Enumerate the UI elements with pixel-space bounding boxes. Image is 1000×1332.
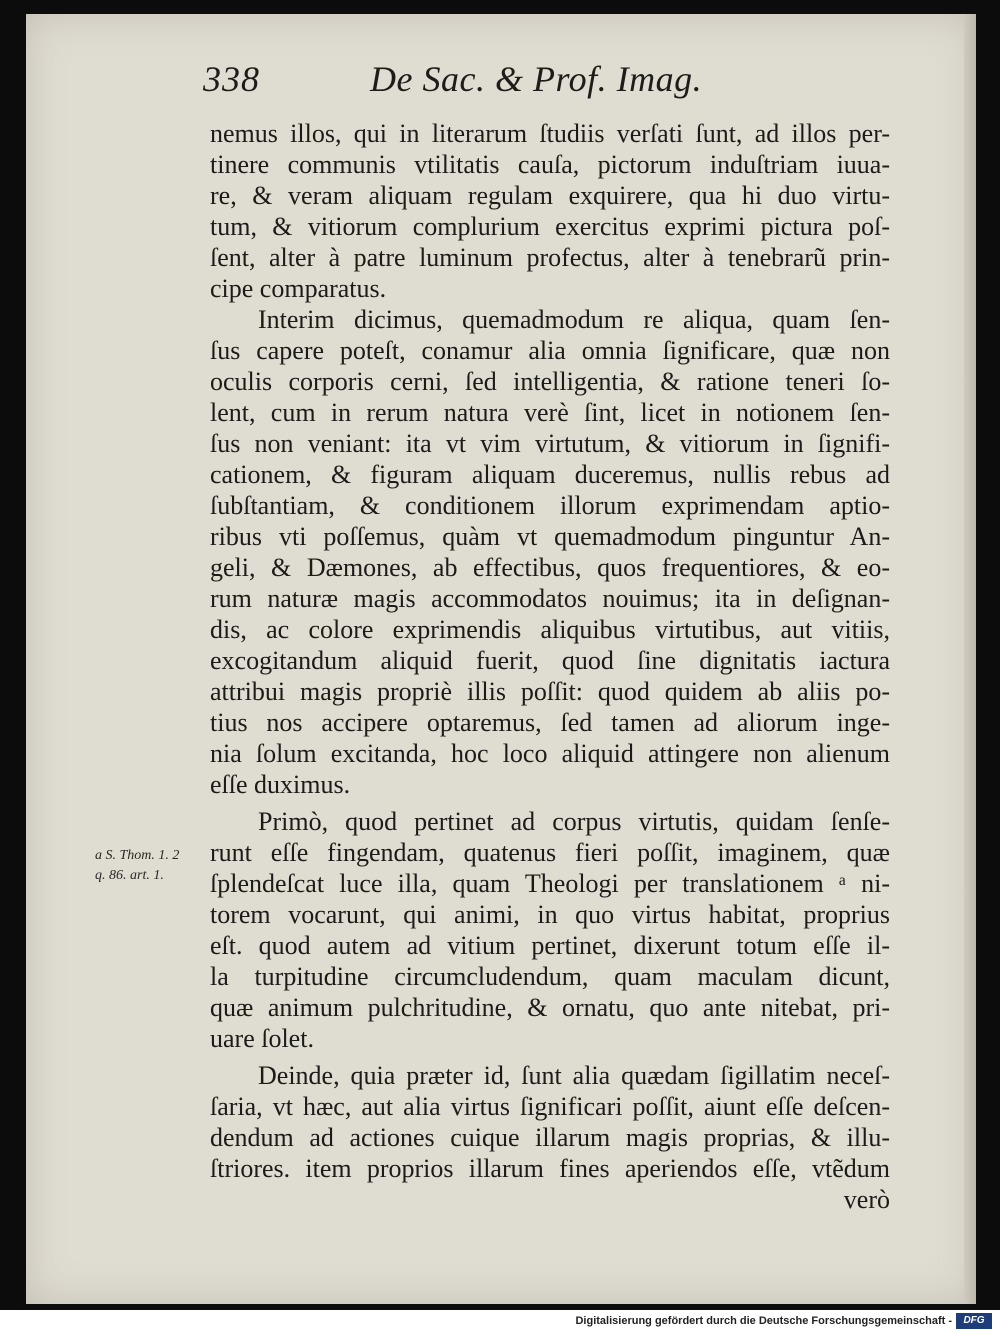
text-line: ſus non veniant: ita vt vim virtutum, & vitiorum in ſignifi-	[210, 429, 890, 458]
running-title: De Sac. & Prof. Imag.	[370, 59, 703, 99]
paragraph-start-line: Deinde, quia præter id, ſunt alia quædam ſigillatim neceſ-	[258, 1061, 890, 1090]
text-line: dis, ac colore exprimendis aliquibus virtutibus, aut vitiis,	[210, 615, 890, 644]
page-header	[0, 58, 1000, 108]
text-line: rum naturæ magis accommodatos nouimus; ita in deſignan-	[210, 584, 890, 613]
text-line: tius nos accipere optaremus, ſed tamen ad aliorum inge-	[210, 708, 890, 737]
footer-credit: Digitalisierung gefördert durch die Deutsche Forschungsgemeinschaft -	[575, 1315, 952, 1327]
text-line: uare ſolet.	[210, 1024, 314, 1053]
text-line: geli, & Dæmones, ab effectibus, quos frequentiores, & eo-	[210, 553, 890, 582]
text-line: ſus capere poteſt, conamur alia omnia ſignificare, quæ non	[210, 336, 890, 365]
text-line: re, & veram aliquam regulam exquirere, qua hi duo virtu-	[210, 181, 890, 210]
text-line: cationem, & figuram aliquam duceremus, nullis rebus ad	[210, 460, 890, 489]
text-line: nemus illos, qui in literarum ſtudiis verſati ſunt, ad illos per-	[210, 119, 890, 148]
text-line: eſt. quod autem ad vitium pertinet, dixerunt totum eſſe il-	[210, 931, 890, 960]
margin-note	[95, 846, 215, 886]
paragraph-start-line: Primò, quod pertinet ad corpus virtutis, quidam ſenſe-	[258, 807, 890, 836]
text-line: ſplendeſcat luce illa, quam Theologi per translationem ᵃ ni-	[210, 869, 890, 898]
text-line: cipe comparatus.	[210, 274, 387, 303]
text-line: quæ animum pulchritudine, & ornatu, quo ante nitebat, pri-	[210, 993, 890, 1022]
text-line: dendum ad actiones cuique illarum magis proprias, & illu-	[210, 1123, 890, 1152]
text-line: torem vocarunt, qui animi, in quo virtus habitat, proprius	[210, 900, 890, 929]
text-line: eſſe duximus.	[210, 770, 351, 799]
dfg-logo: DFG	[956, 1313, 992, 1329]
body-text	[210, 118, 890, 1215]
footer-bar	[0, 1310, 1000, 1332]
text-line: ſtriores. item proprios illarum fines aperiendos eſſe, vtẽdum	[210, 1154, 890, 1183]
page-edge	[964, 14, 976, 1304]
text-line: ſubſtantiam, & conditionem illorum exprimendam aptio-	[210, 491, 890, 520]
text-line: runt eſſe fingendam, quatenus fieri poſſit, imaginem, quæ	[210, 838, 890, 867]
text-line: ſent, alter à patre luminum profectus, alter à tenebrarũ prin-	[210, 243, 890, 272]
text-line: tinere communis vtilitatis cauſa, pictorum induſtriam iuua-	[210, 150, 890, 179]
text-line: excogitandum aliquid fuerit, quod ſine dignitatis iactura	[210, 646, 890, 675]
text-line: oculis corporis cerni, ſed intelligentia, & ratione teneri ſo-	[210, 367, 890, 396]
text-line: lent, cum in rerum natura verè ſint, licet in notionem ſen-	[210, 398, 890, 427]
text-line: ſaria, vt hæc, aut alia virtus ſignificari poſſit, aiunt eſſe deſcen-	[210, 1092, 890, 1121]
paragraph-start-line: Interim dicimus, quemadmodum re aliqua, quam ſen-	[258, 305, 890, 334]
margin-note-line: q. 86. art. 1.	[95, 868, 164, 883]
text-line: ribus vti poſſemus, quàm vt quemadmodum pinguntur An-	[210, 522, 890, 551]
margin-note-line: a S. Thom. 1. 2	[95, 848, 180, 863]
catchword: verò	[843, 1185, 890, 1214]
text-line: nia ſolum excitanda, hoc loco aliquid attingere non alienum	[210, 739, 890, 768]
text-line: tum, & vitiorum complurium exercitus exprimi pictura poſ-	[210, 212, 890, 241]
text-line: attribui magis propriè illis poſſit: quod quidem ab aliis po-	[210, 677, 890, 706]
page-number: 338	[203, 59, 260, 99]
text-line: la turpitudine circumcludendum, quam maculam dicunt,	[210, 962, 890, 991]
